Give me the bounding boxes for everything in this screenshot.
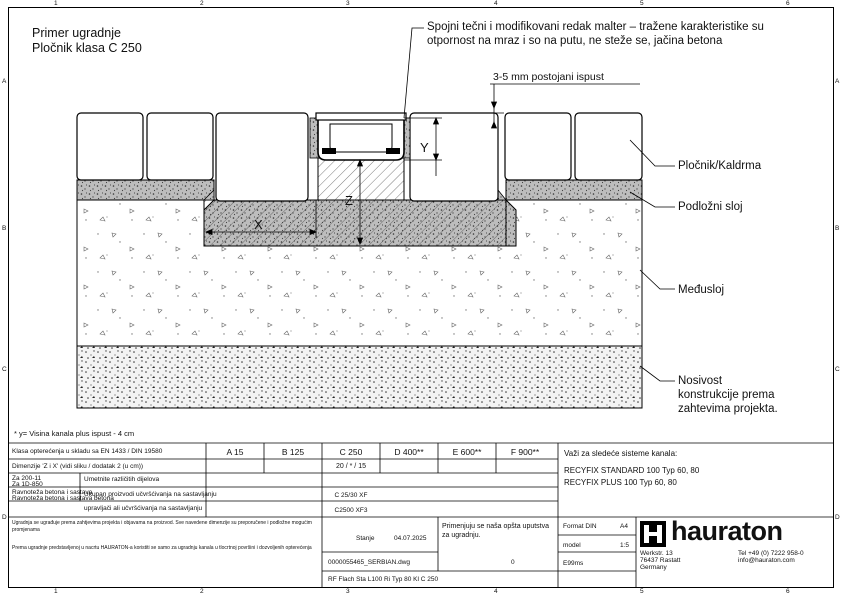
grid-right-d: D xyxy=(835,514,840,521)
file-title: RF Flach Sta L100 Ri Typ 80 Kl C 250 xyxy=(328,576,439,583)
system-2: RECYFIX PLUS 100 Typ 60, 80 xyxy=(564,478,677,487)
grid-right-a: A xyxy=(835,78,840,85)
grid-top-5: 5 xyxy=(640,0,644,7)
note-mortar: Spojni tečni i modifikovani redak malter – tražene karakteristike su otpornost na mraz i so na putu, ne steže se, jačina betona xyxy=(427,21,764,47)
row5-right: upravljači ali učvršćivanja na sastavljanju xyxy=(84,505,203,512)
drawing-number: 0000055465_SERBIAN.dwg xyxy=(328,559,411,566)
disclaimer-1: Ugradnja se ugrađuje prema zahtjevima projekta i objavama na proizvod. Sve navedene dimenzije su preporučene i podložne mogućim promjenama xyxy=(12,520,312,533)
grid-bottom-4: 4 xyxy=(494,588,498,595)
drainage-channel xyxy=(316,113,406,160)
paving-block xyxy=(147,113,213,180)
paving-block xyxy=(575,113,642,180)
general-instructions: Primenjuju se naša opšta uputstva za ugradnju. xyxy=(442,523,550,539)
grid-right-c: C xyxy=(835,366,840,373)
load-class-b125: B 125 xyxy=(281,447,305,457)
hauraton-logo-icon xyxy=(640,521,666,547)
grid-left-b: B xyxy=(2,225,7,232)
scale: 1:5 xyxy=(620,542,630,549)
label-bedding: Podložni sloj xyxy=(678,201,743,213)
valid-for-label: Važi za sledeće sisteme kanala: xyxy=(564,449,678,458)
system-1: RECYFIX STANDARD 100 Typ 60, 80 xyxy=(564,466,700,475)
address-line1: Werkstr. 13 xyxy=(640,550,673,557)
grid-bottom-2: 2 xyxy=(200,588,204,595)
row3-a: Za 200-11 xyxy=(12,475,42,482)
dim-x-label: X xyxy=(254,217,263,232)
concrete-class-2: C2500 XF3 xyxy=(334,507,368,514)
revision: 0 xyxy=(511,559,515,566)
dims-value: 20 / * / 15 xyxy=(336,463,366,470)
load-class-c250: C 250 xyxy=(339,447,363,457)
grid-top-6: 6 xyxy=(786,0,790,7)
date: 04.07.2025 xyxy=(394,535,427,542)
row4-right: Ukupan proizvodi učvršćivanja na sastavljanju xyxy=(84,491,217,498)
grid-bottom-6: 6 xyxy=(786,588,790,595)
dim-z-label: Z xyxy=(345,193,353,208)
grid-left-a: A xyxy=(2,78,7,85)
label-base-line3: zahtevima projekta. xyxy=(678,403,778,415)
disclaimer-2: Prema ugradnje predstavljenoj u nacrtu HAURATON-a koristiti se samo za ugradnju kanala u tlocrtnoj površini i dozvoljenih opterećenja xyxy=(12,545,312,551)
dim-y-label: Y xyxy=(420,140,429,155)
address-line3: Germany xyxy=(640,564,667,571)
drawing-title-line2: Pločnik klasa C 250 xyxy=(32,41,142,55)
concrete-class-1: C 25/30 XF xyxy=(334,492,368,499)
drawing-title-line1: Primer ugradnje xyxy=(32,26,121,40)
status-label: Stanje xyxy=(356,535,375,542)
paving-block xyxy=(77,113,143,180)
label-paving: Pločnik/Kaldrma xyxy=(678,160,762,172)
label-base-line2: konstrukcije prema xyxy=(678,389,775,401)
note-offset: 3-5 mm postojani ispust xyxy=(493,71,604,83)
company-name: hauraton xyxy=(671,516,783,546)
base-layer xyxy=(77,346,642,408)
grid-left-d: D xyxy=(2,514,7,521)
load-class-d400: D 400** xyxy=(394,447,424,457)
row4-a: Ravnoteža betona i sastava xyxy=(12,489,93,496)
grid-bottom-3: 3 xyxy=(346,588,350,595)
grid-top-4: 4 xyxy=(494,0,498,7)
label-base-line1: Nosivost xyxy=(678,375,723,387)
phone: Tel +49 (0) 7222 958-0 xyxy=(738,550,804,557)
grid-top-2: 2 xyxy=(200,0,204,7)
footnote: * y= Visina kanala plus ispust - 4 cm xyxy=(14,429,135,438)
dims-label: Dimenzije 'Z i X' (vidi sliku / dodatak 2 (u cm)) xyxy=(12,463,144,470)
paving-block xyxy=(505,113,571,180)
grid-top-1: 1 xyxy=(54,0,58,7)
address-line2: 76437 Rastatt xyxy=(640,557,681,564)
format-label: Format DIN xyxy=(563,523,597,530)
grid-left-c: C xyxy=(2,366,7,373)
load-class-f900: F 900** xyxy=(510,447,540,457)
grid-right-b: B xyxy=(835,225,840,232)
format-value: A4 xyxy=(620,523,628,530)
load-class-e600: E 600** xyxy=(452,447,482,457)
sheet-code: E99ms xyxy=(563,560,584,567)
load-class-label: Klasa opterećenja u skladu sa EN 1433 / DIN 19580 xyxy=(12,448,163,455)
load-class-a15: A 15 xyxy=(226,447,244,457)
grid-bottom-5: 5 xyxy=(640,588,644,595)
row4-b: Ravnoteža betona i sastava betona xyxy=(12,495,114,502)
grid-bottom-1: 1 xyxy=(54,588,58,595)
row3-right: Umetnite različitih dijelova xyxy=(84,476,160,483)
model-label: model xyxy=(563,542,581,549)
paving-block-edge xyxy=(410,113,498,201)
paving-block-edge xyxy=(216,113,308,201)
grid-top-3: 3 xyxy=(346,0,350,7)
email: info@hauraton.com xyxy=(738,557,795,564)
label-subbase: Međusloj xyxy=(678,284,725,296)
row3-b: Za 1D-850 xyxy=(12,481,43,488)
